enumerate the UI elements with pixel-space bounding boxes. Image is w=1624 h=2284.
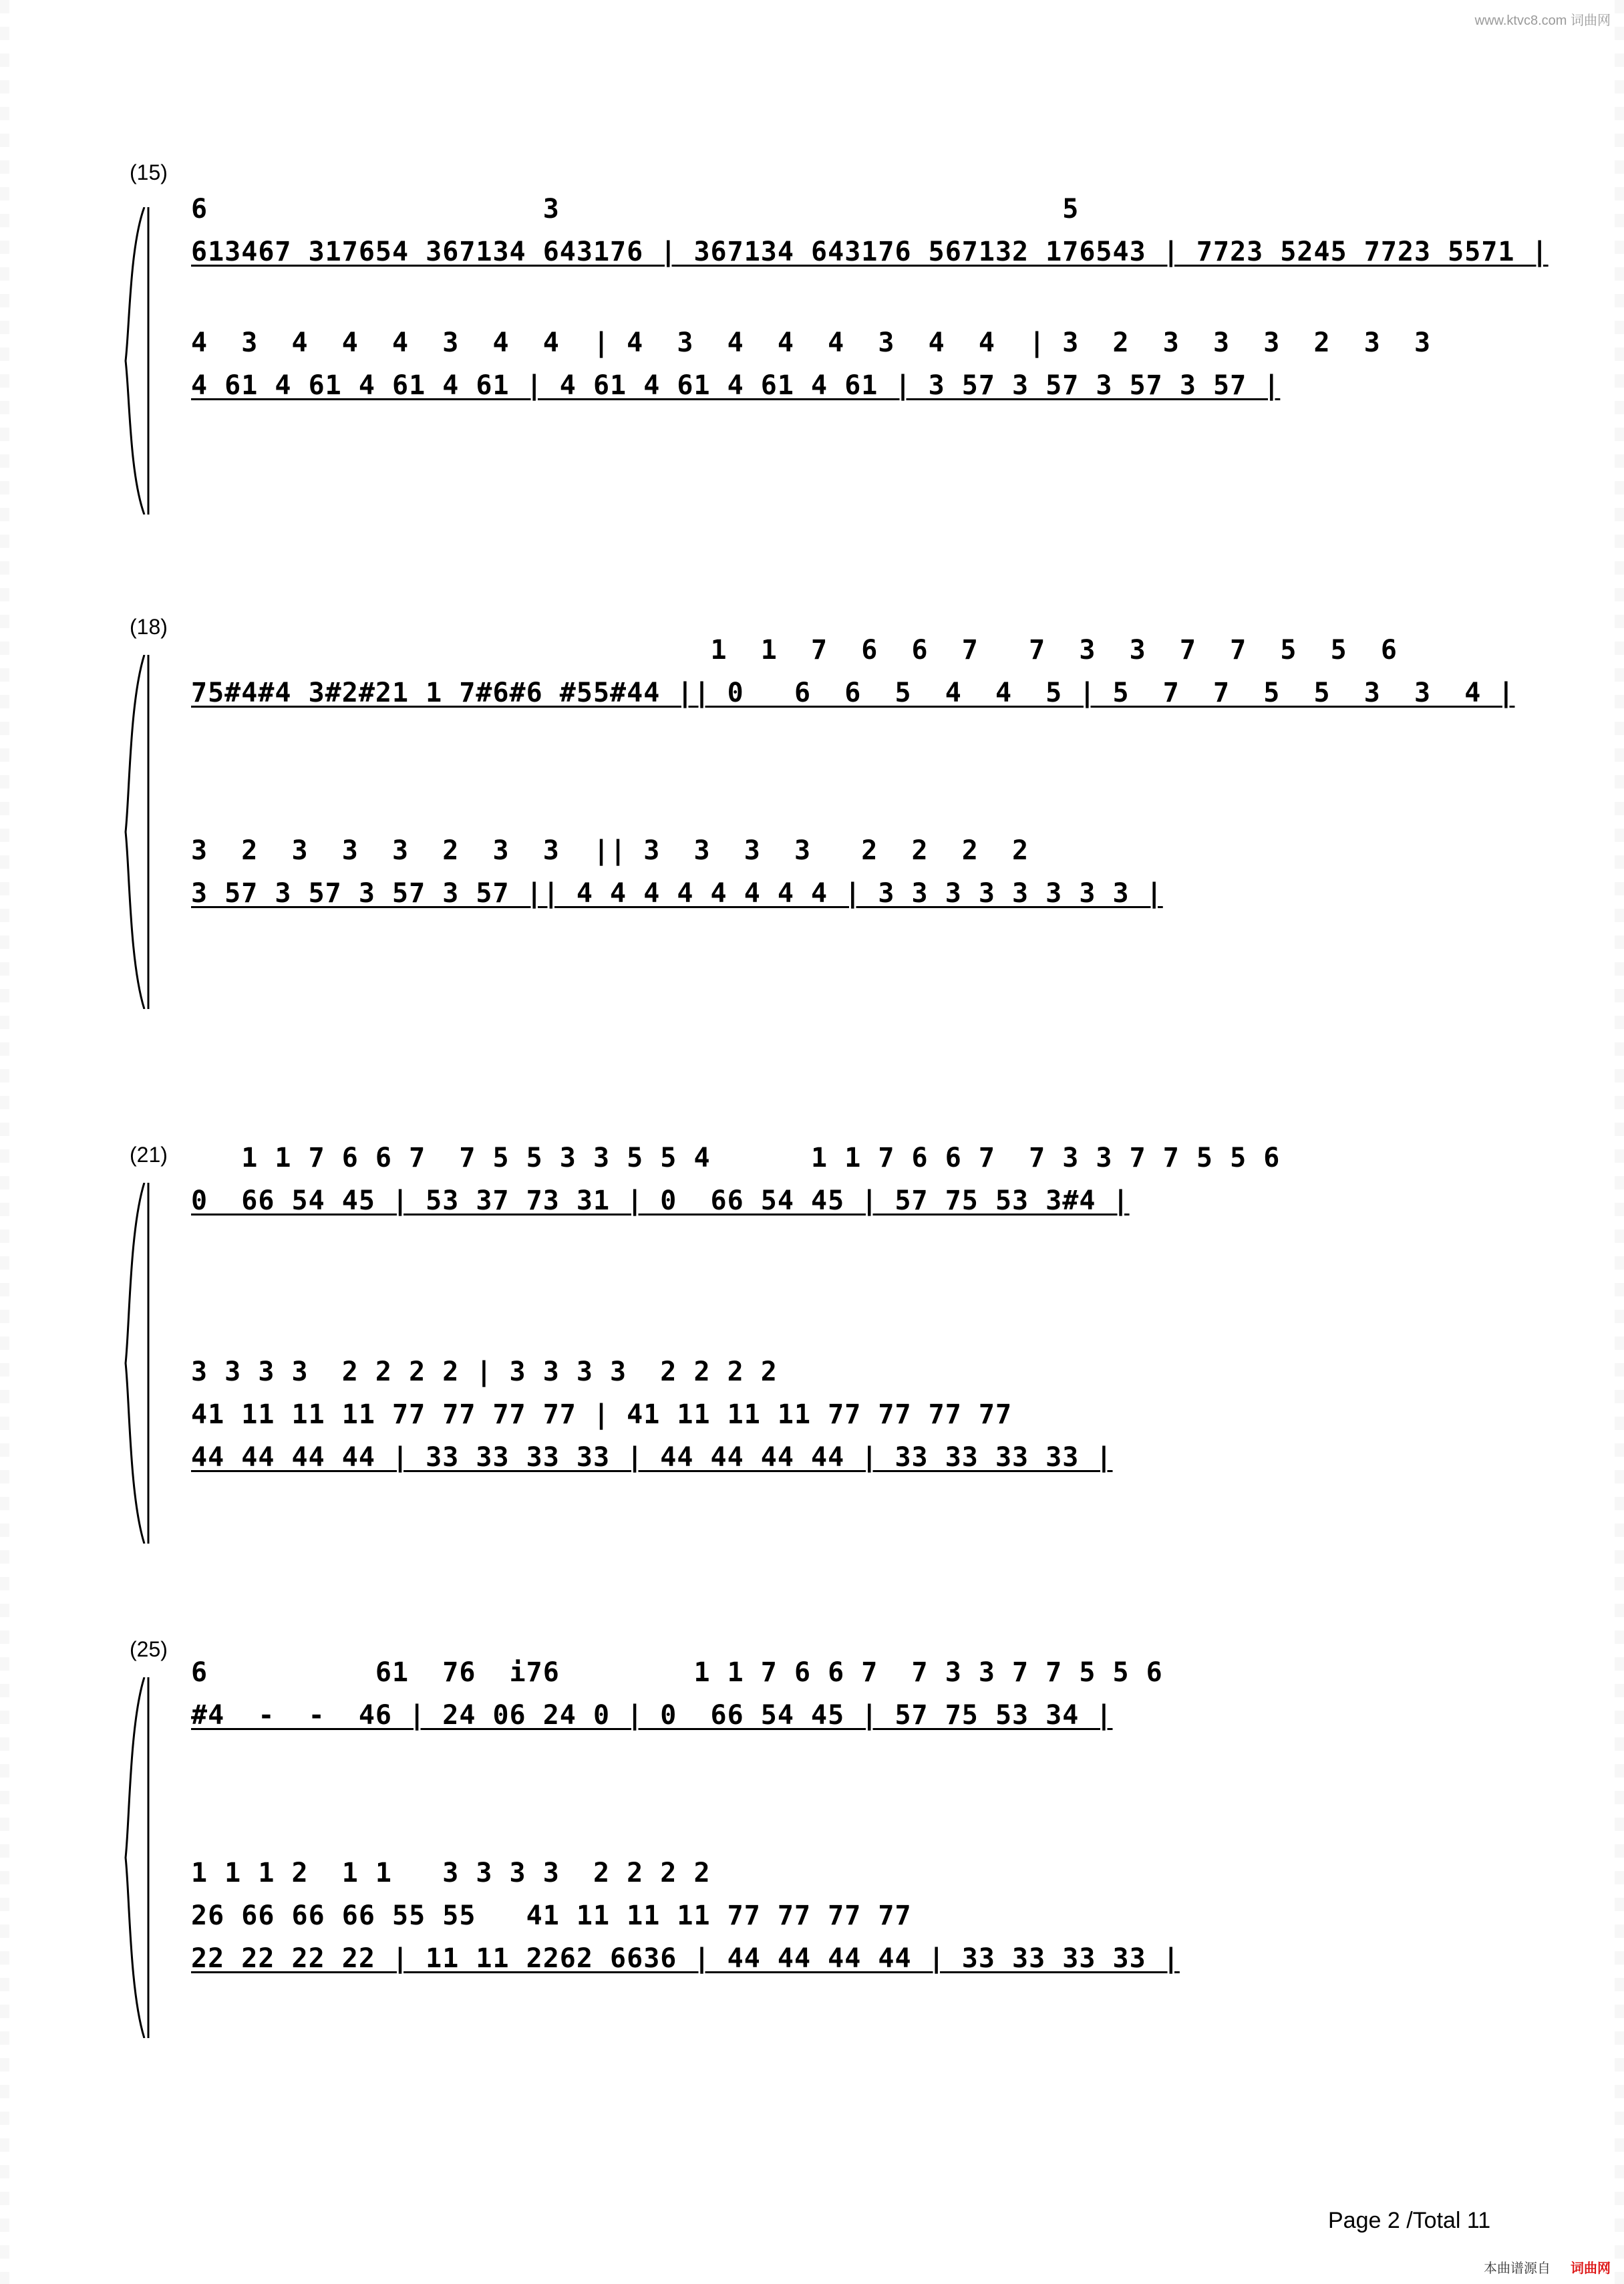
bass-notes: 3 57 3 57 3 57 3 57 || 4 4 4 4 4 4 4 4 | 3 3 3 3 3 3 3 3 | <box>191 878 1163 909</box>
system-18 <box>130 615 1515 1016</box>
bass-top-notes: 1 1 1 2 1 1 3 3 3 3 2 2 2 2 <box>191 1858 711 1888</box>
brace <box>124 655 151 1009</box>
treble-top-notes: 6 61 76 i76 1 1 7 6 6 7 7 3 3 7 7 5 5 6 <box>191 1657 1163 1688</box>
system-15 <box>130 160 1549 481</box>
bass-notes: 4 61 4 61 4 61 4 61 | 4 61 4 61 4 61 4 61 | 3 57 3 57 3 57 3 57 | <box>191 370 1281 401</box>
measure-number: (25) <box>130 1637 168 1661</box>
bass-low-notes: 22 22 22 22 | 11 11 2262 6636 | 44 44 44 44 | 33 33 33 33 | <box>191 1943 1180 1974</box>
treble-top-notes: 1 1 7 6 6 7 7 3 3 7 7 5 5 6 <box>191 635 1398 666</box>
bass-staff <box>191 835 1594 922</box>
system-25 <box>131 1637 1487 2025</box>
brace <box>124 1677 151 2038</box>
bass-notes: 41 11 11 11 77 77 77 77 | 41 11 11 11 77 77 77 77 <box>191 1399 1013 1430</box>
page-edge-left <box>0 0 9 2284</box>
page-number: Page 2 /Total 11 <box>1328 2208 1491 2233</box>
measure-number: (18) <box>130 615 168 639</box>
bass-notes: 26 66 66 66 55 55 41 11 11 11 77 77 77 77 <box>191 1900 912 1931</box>
treble-top-notes: 1 1 7 6 6 7 7 5 5 3 3 5 5 4 1 1 7 6 6 7 7 3 3 7 7 5 5 6 <box>191 1143 1281 1173</box>
bass-staff <box>191 1357 1594 1473</box>
bass-low-notes: 44 44 44 44 | 33 33 33 33 | 44 44 44 44 | 33 33 33 33 | <box>191 1442 1113 1473</box>
measure-number: (15) <box>130 160 168 184</box>
treble-notes: 0 66 54 45 | 53 37 73 31 | 0 66 54 45 | 57 75 53 3#4 | <box>191 1185 1130 1216</box>
treble-staff <box>191 635 1594 722</box>
page-edge-right <box>1615 0 1624 2284</box>
source-label: 本曲谱源自 <box>1484 2261 1551 2276</box>
treble-top-notes: 6 3 5 <box>191 194 1080 225</box>
bass-top-notes: 4 3 4 4 4 3 4 4 | 4 3 4 4 4 3 4 4 | 3 2 3 3 3 2 3 3 <box>191 327 1432 358</box>
measure-number: (21) <box>130 1143 168 1167</box>
treble-notes: 75#4#4 3#2#21 1 7#6#6 #55#44 || 0 6 6 5 4 4 5 | 5 7 7 5 5 3 3 4 | <box>191 678 1515 708</box>
site-logo: 词曲网 <box>1571 2261 1611 2276</box>
header-url: www.ktvc8.com 词曲网 <box>1474 13 1611 28</box>
brace <box>124 1183 151 1544</box>
bass-staff <box>191 1858 1594 1974</box>
bass-top-notes: 3 2 3 3 3 2 3 3 || 3 3 3 3 2 2 2 2 <box>191 835 1029 866</box>
brace <box>124 207 151 515</box>
treble-staff <box>191 194 1594 281</box>
treble-staff <box>191 1657 1594 1744</box>
treble-staff <box>191 1143 1594 1230</box>
system-21 <box>131 1143 1487 1517</box>
treble-notes: 613467 317654 367134 643176 | 367134 643176 567132 176543 | 7723 5245 7723 5571 | <box>191 237 1549 267</box>
bass-top-notes: 3 3 3 3 2 2 2 2 | 3 3 3 3 2 2 2 2 <box>191 1357 778 1387</box>
bass-staff <box>191 327 1594 414</box>
treble-notes: #4 - - 46 | 24 06 24 0 | 0 66 54 45 | 57 75 53 34 | <box>191 1700 1113 1731</box>
